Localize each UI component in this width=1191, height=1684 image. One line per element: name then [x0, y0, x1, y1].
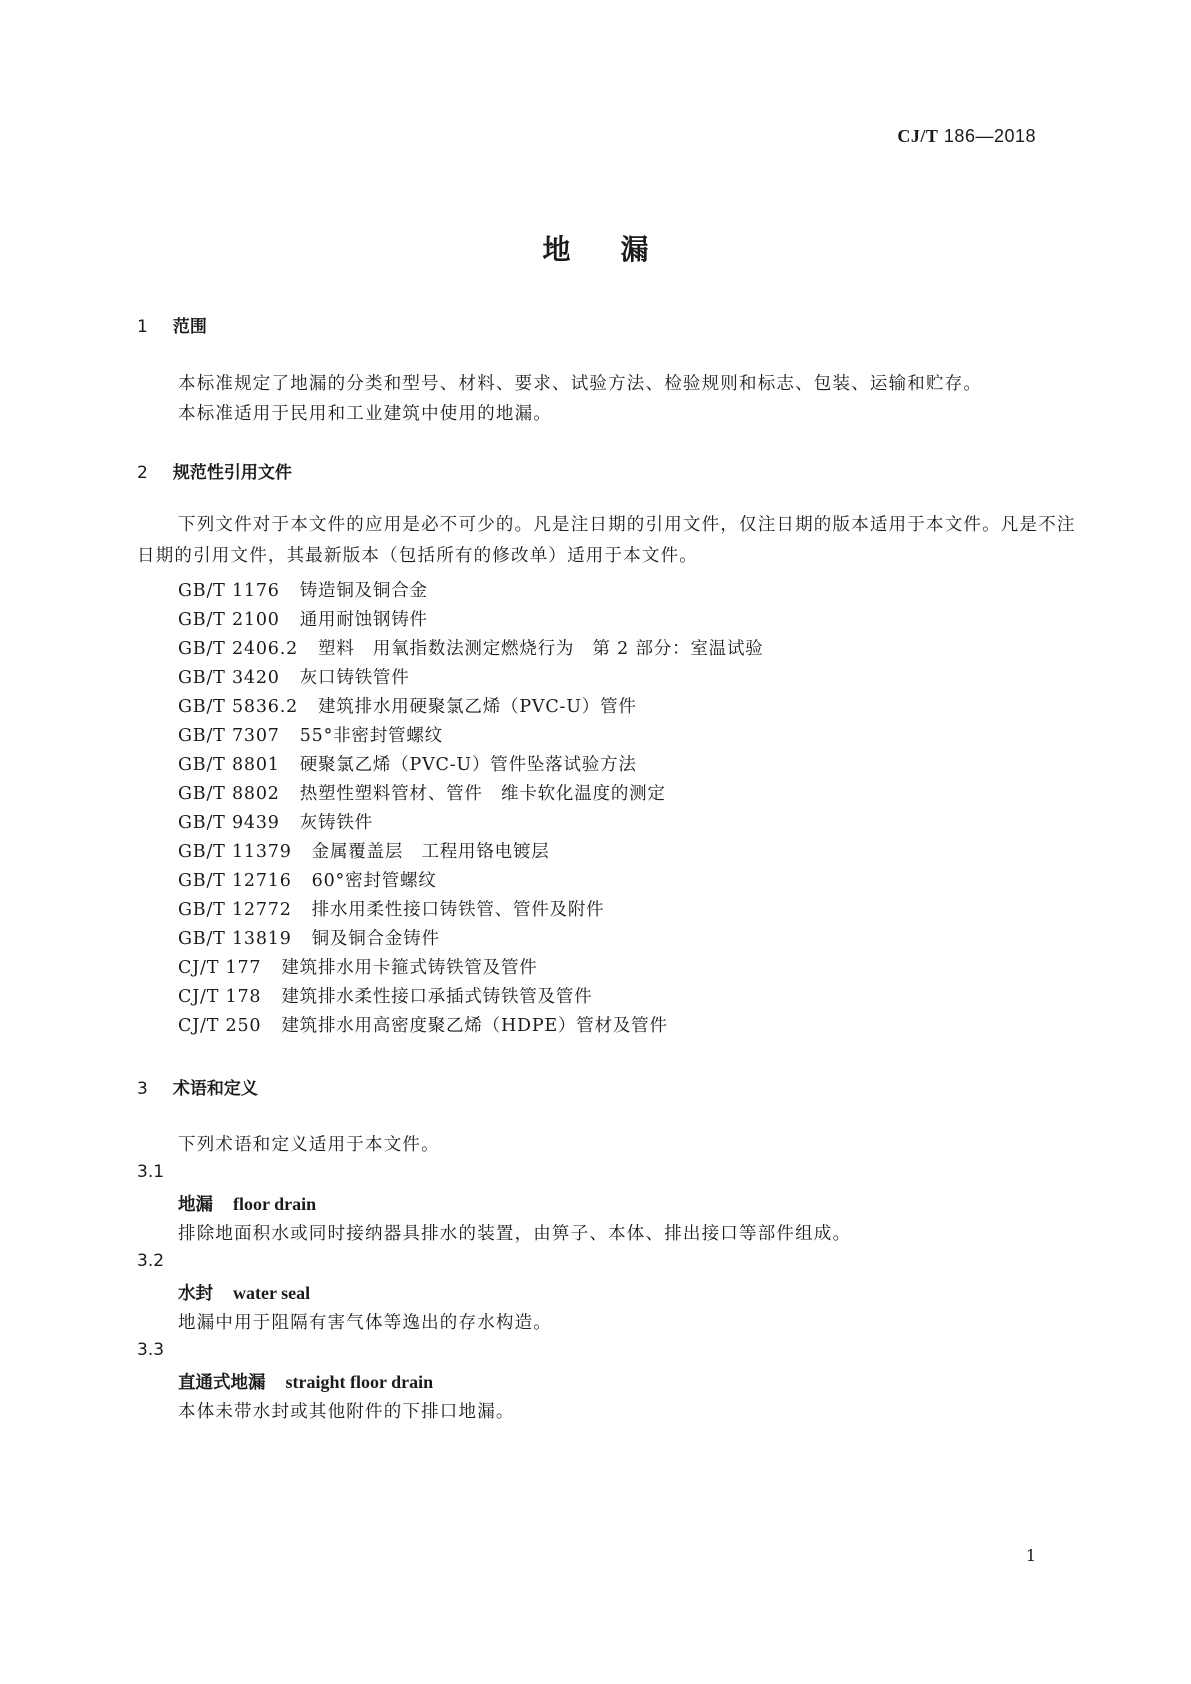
reference-code: GB/T 2406.2 [178, 639, 299, 659]
term-number: 3.2 [137, 1251, 165, 1271]
reference-item [178, 780, 666, 805]
reference-code: CJ/T 250 [178, 1016, 262, 1036]
section-3-title: 术语和定义 [172, 1079, 258, 1099]
standard-code-number: 186—2018 [943, 126, 1036, 146]
reference-code: GB/T 1176 [178, 581, 280, 601]
section-2-intro: 下列文件对于本文件的应用是必不可少的。凡是注日期的引用文件，仅注日期的版本适用于本文件。凡是不注日期的引用文件，其最新版本（包括所有的修改单）适用于本文件。 [137, 515, 1076, 566]
reference-title: 55°非密封管螺纹 [299, 726, 443, 746]
reference-item [178, 925, 440, 950]
reference-code: GB/T 13819 [178, 929, 292, 949]
reference-title: 铸造铜及铜合金 [299, 581, 428, 601]
term-definition: 本体未带水封或其他附件的下排口地漏。 [178, 1402, 515, 1422]
term-name-zh: 水封 [178, 1284, 213, 1304]
reference-title: 建筑排水用高密度聚乙烯（HDPE）管材及管件 [281, 1016, 668, 1036]
reference-item [178, 1012, 668, 1037]
term-number: 3.3 [137, 1340, 165, 1360]
section-3-intro: 下列术语和定义适用于本文件。 [178, 1135, 440, 1155]
reference-item [178, 896, 604, 921]
reference-item [178, 838, 550, 863]
reference-title: 塑料 用氧指数法测定燃烧行为 第 2 部分：室温试验 [318, 639, 764, 659]
reference-title: 热塑性塑料管材、管件 维卡软化温度的测定 [299, 784, 666, 804]
reference-item [178, 954, 538, 979]
reference-item [178, 867, 437, 892]
term-definition: 地漏中用于阻隔有害气体等逸出的存水构造。 [178, 1313, 552, 1333]
reference-item [178, 577, 428, 602]
reference-code: GB/T 7307 [178, 726, 280, 746]
reference-code: GB/T 11379 [178, 842, 292, 862]
reference-title: 通用耐蚀钢铸件 [299, 610, 428, 630]
term-name [178, 1280, 310, 1305]
section-1-paragraph-2: 本标准适用于民用和工业建筑中使用的地漏。 [178, 404, 552, 424]
reference-code: CJ/T 178 [178, 987, 262, 1007]
reference-item [178, 983, 592, 1008]
term-name-en: water seal [233, 1283, 311, 1303]
reference-title: 60°密封管螺纹 [311, 871, 437, 891]
reference-title: 硬聚氯乙烯（PVC-U）管件坠落试验方法 [299, 755, 637, 775]
document-title: 地漏 [542, 233, 699, 266]
section-3-heading [137, 1074, 258, 1099]
section-2-title: 规范性引用文件 [172, 463, 292, 483]
reference-code: GB/T 12772 [178, 900, 292, 920]
reference-title: 灰铸铁件 [299, 813, 373, 833]
section-2-heading [137, 458, 292, 483]
term-name [178, 1191, 316, 1216]
reference-title: 铜及铜合金铸件 [311, 929, 440, 949]
term-name-en: floor drain [233, 1194, 317, 1214]
reference-code: GB/T 9439 [178, 813, 280, 833]
reference-item [178, 664, 410, 689]
reference-title: 灰口铸铁管件 [299, 668, 410, 688]
section-1-paragraph-1: 本标准规定了地漏的分类和型号、材料、要求、试验方法、检验规则和标志、包装、运输和贮存。 [178, 374, 983, 394]
term-number: 3.1 [137, 1162, 165, 1182]
reference-code: GB/T 3420 [178, 668, 280, 688]
reference-code: GB/T 5836.2 [178, 697, 299, 717]
page-number: 1 [1025, 1546, 1036, 1565]
reference-code: GB/T 2100 [178, 610, 280, 630]
section-2-number: 2 [137, 463, 148, 483]
reference-title: 排水用柔性接口铸铁管、管件及附件 [311, 900, 605, 920]
term-name-zh: 直通式地漏 [178, 1373, 266, 1393]
reference-item [178, 751, 637, 776]
term-definition: 排除地面积水或同时接纳器具排水的装置，由箅子、本体、排出接口等部件组成。 [178, 1224, 852, 1244]
section-3-number: 3 [137, 1079, 148, 1099]
reference-title: 金属覆盖层 工程用铬电镀层 [311, 842, 550, 862]
reference-title: 建筑排水用硬聚氯乙烯（PVC-U）管件 [318, 697, 637, 717]
reference-code: CJ/T 177 [178, 958, 262, 978]
term-name [178, 1369, 433, 1394]
reference-item [178, 722, 443, 747]
reference-item [178, 635, 764, 660]
reference-code: GB/T 12716 [178, 871, 292, 891]
reference-title: 建筑排水用卡箍式铸铁管及管件 [281, 958, 538, 978]
section-1-heading [137, 312, 207, 337]
term-name-en: straight floor drain [285, 1372, 434, 1392]
reference-code: GB/T 8801 [178, 755, 280, 775]
reference-item [178, 606, 428, 631]
term-name-zh: 地漏 [178, 1195, 213, 1215]
reference-item [178, 693, 637, 718]
reference-title: 建筑排水柔性接口承插式铸铁管及管件 [281, 987, 593, 1007]
section-1-number: 1 [137, 317, 148, 337]
standard-code [897, 126, 1036, 147]
reference-code: GB/T 8802 [178, 784, 280, 804]
section-1-title: 范围 [172, 317, 207, 337]
standard-code-prefix: CJ/T [897, 126, 939, 146]
reference-item [178, 809, 373, 834]
